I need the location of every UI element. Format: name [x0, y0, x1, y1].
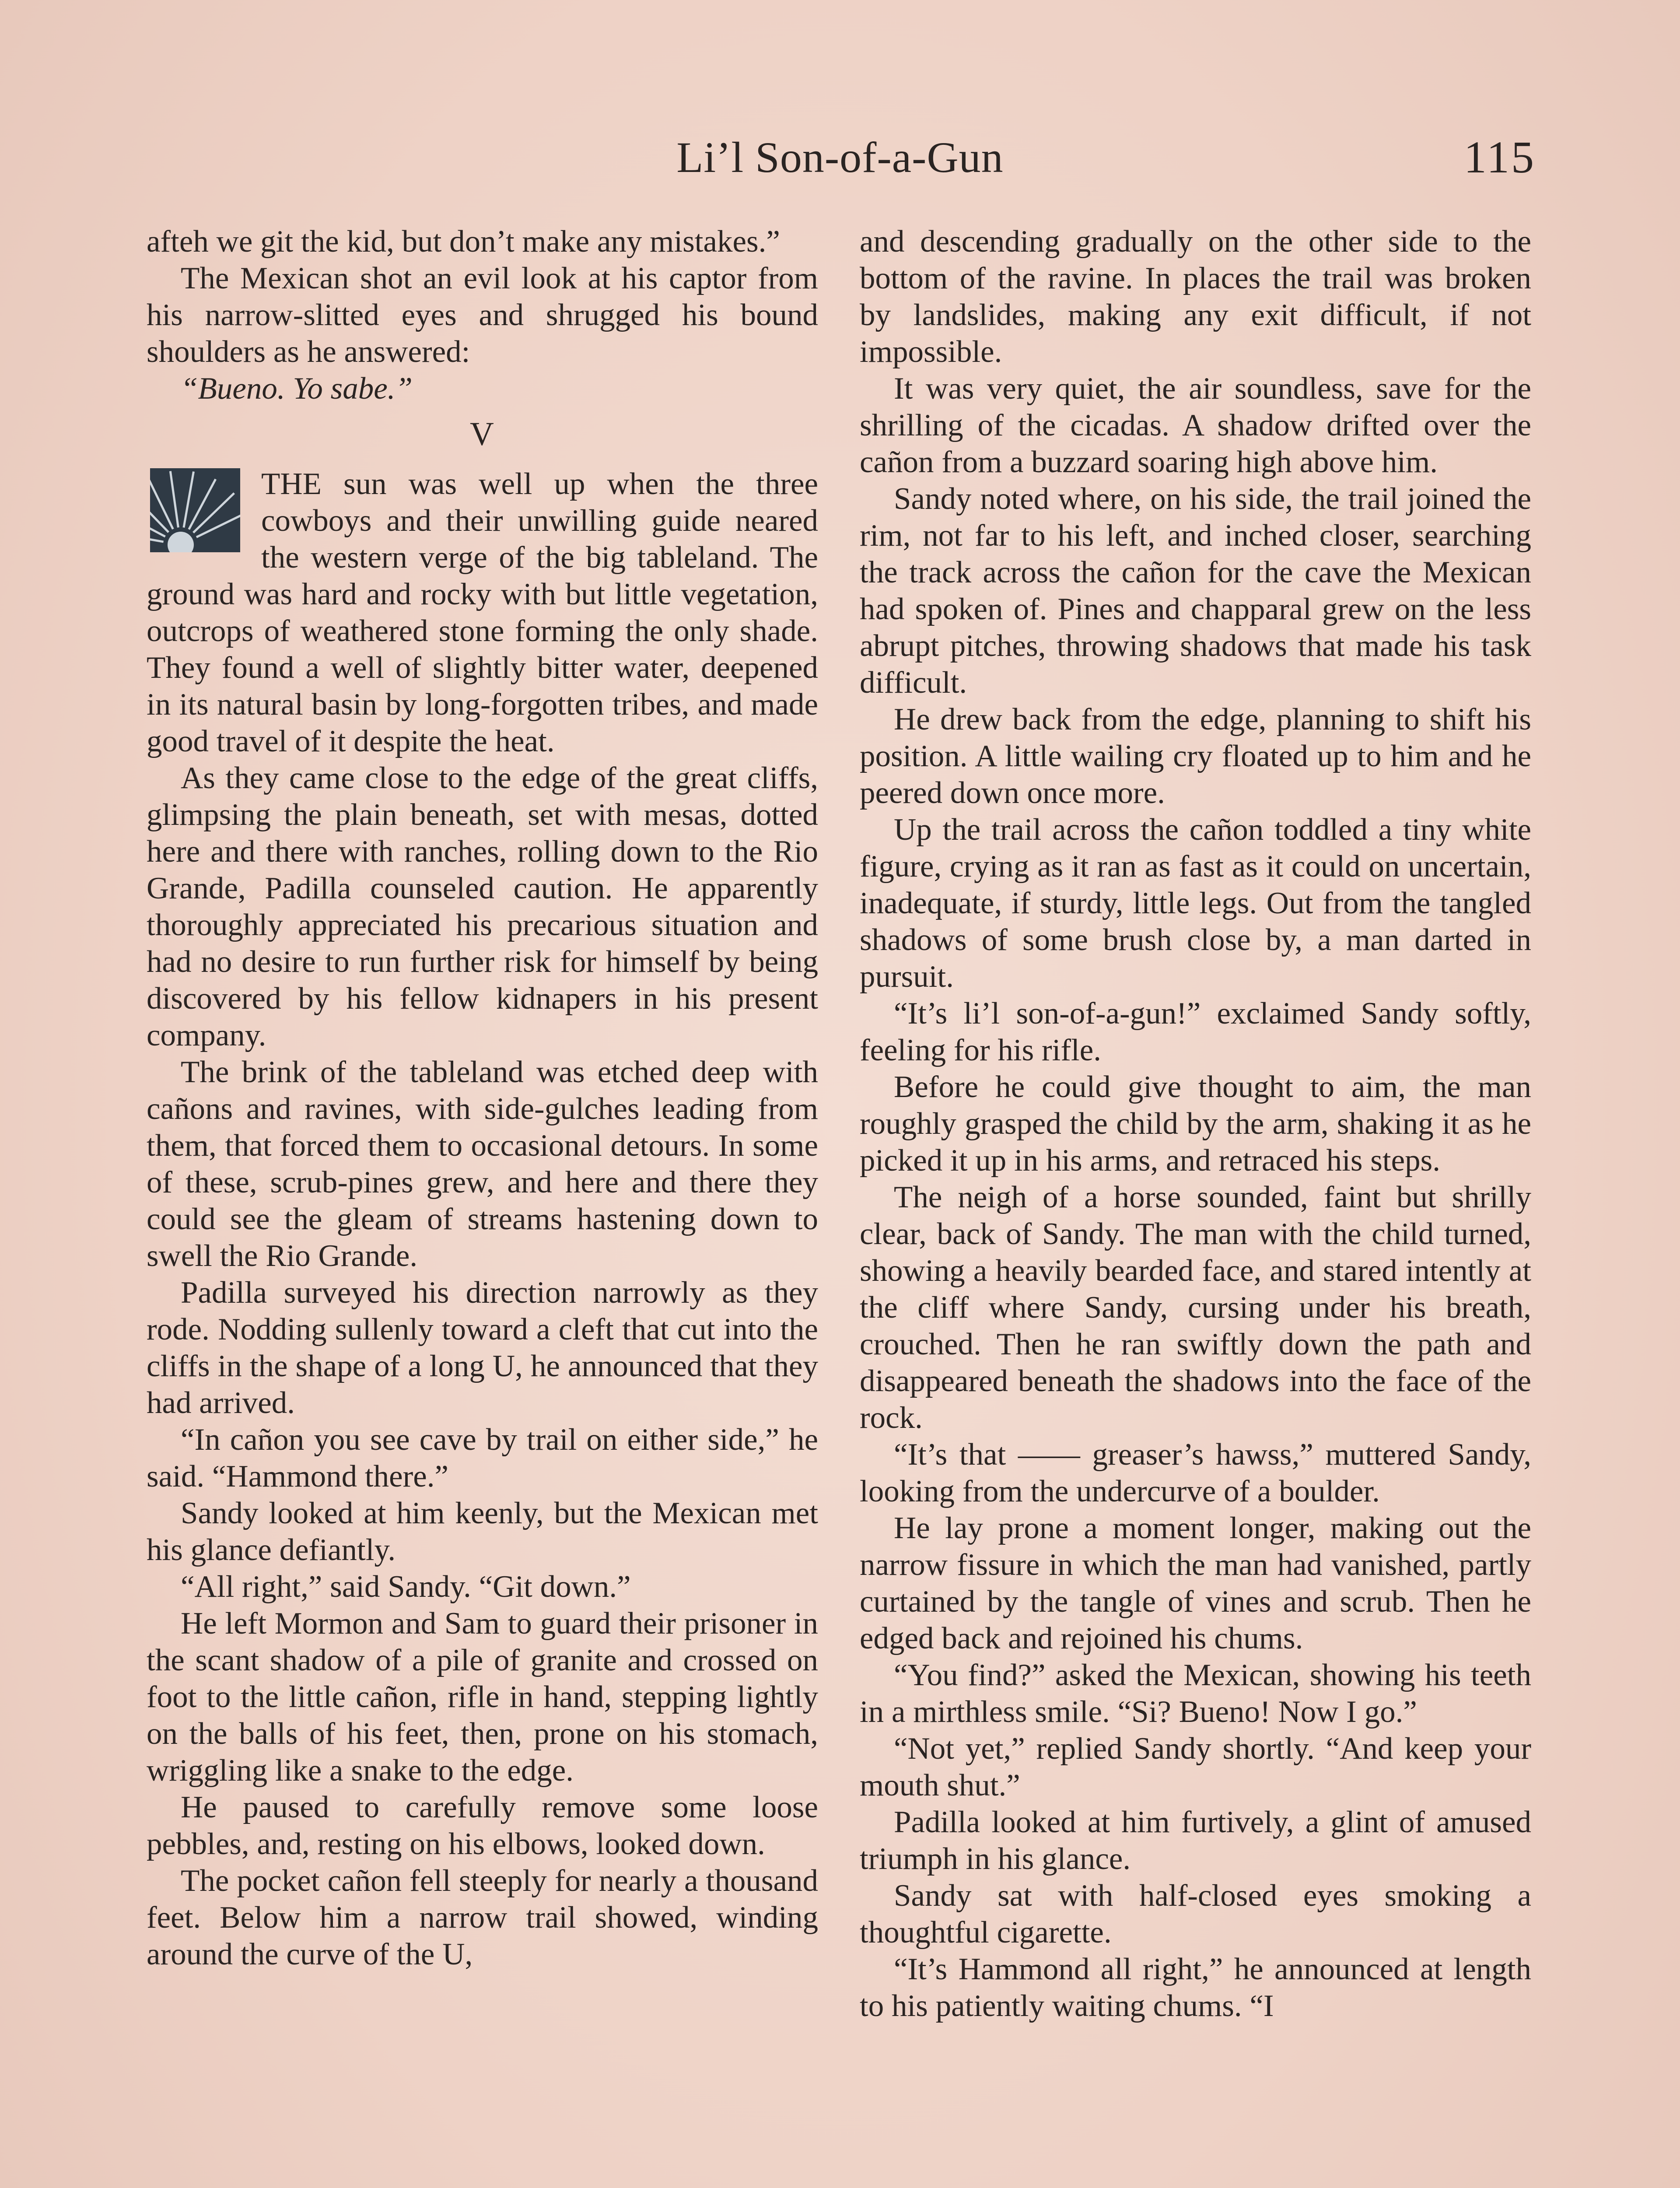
paragraph: He drew back from the edge, planning to shift his position. A little wailing cry floated up to him and he peered down once more.	[860, 702, 1531, 810]
paragraph: THE sun was well up when the three cowboys and their unwilling guide neared the western verge of the big tableland. The ground was hard and rocky with but little vegetation, outcrops of weathered stone forming the only shade. They found a well of slightly bitter water, deepened in its natural basin by long-forgotten tribes, and made good travel of it despite the heat.	[147, 466, 818, 760]
paragraph: Sandy noted where, on his side, the trail joined the rim, not far to his left, and inched closer, searching the track across the cañon for the cave the Mexican had spoken of. Pines and chapparal grew on the less abrupt pitches, throwing shadows that made his task difficult.	[860, 482, 1531, 700]
paragraph: The pocket cañon fell steeply for nearly a thousand feet. Below him a narrow trail showed, winding around the curve of the U,	[147, 1864, 818, 1971]
paragraph: The Mexican shot an evil look at his captor from his narrow-slitted eyes and shrugged his bound shoulders as he answered:	[147, 261, 818, 369]
paragraph: He paused to carefully remove some loose pebbles, and, resting on his elbows, looked down.	[147, 1790, 818, 1861]
paragraph: “You find?” asked the Mexican, showing his teeth in a mirthless smile. “Si? Bueno! Now I go.”	[860, 1658, 1531, 1729]
page-number: 115	[1463, 132, 1536, 182]
paragraph: “It’s li’l son-of-a-gun!” exclaimed Sandy softly, feeling for his rifle.	[860, 996, 1531, 1067]
paragraph: Padilla looked at him furtively, a glint of amused triumph in his glance.	[860, 1805, 1531, 1876]
paragraph: It was very quiet, the air soundless, save for the shrilling of the cicadas. A shadow drifted over the cañon from a buzzard soaring high above him.	[860, 372, 1531, 479]
paragraph: Sandy looked at him keenly, but the Mexican met his glance defiantly.	[147, 1496, 818, 1567]
paragraph: “It’s that —— greaser’s hawss,” muttered Sandy, looking from the undercurve of a boulder.	[860, 1438, 1531, 1508]
paragraph: “All right,” said Sandy. “Git down.”	[181, 1570, 631, 1604]
left-column	[147, 223, 818, 1973]
paragraph: “In cañon you see cave by trail on either side,” he said. “Hammond there.”	[147, 1423, 818, 1494]
paragraph: He left Mormon and Sam to guard their prisoner in the scant shadow of a pile of granite and crossed on foot to the little cañon, rifle in hand, stepping lightly on the balls of his feet, then, prone on his stomach, wriggling like a snake to the edge.	[147, 1606, 818, 1788]
page-header	[144, 129, 1536, 190]
paragraph: Up the trail across the cañon toddled a tiny white figure, crying as it ran as fast as it could on uncertain, inadequate, if sturdy, little legs. Out from the tangled shadows of some brush close by, a man darted in pursuit.	[860, 813, 1531, 994]
paragraph: Padilla surveyed his direction narrowly as they rode. Nodding sullenly toward a cleft that cut into the cliffs in the shape of a long U, he announced that they had arrived.	[147, 1276, 818, 1420]
paragraph: “It’s Hammond all right,” he announced at length to his patiently waiting chums. “I	[860, 1952, 1531, 2023]
paragraph: The brink of the tableland was etched deep with cañons and ravines, with side-gulches leading from them, that forced them to occasional detours. In some of these, scrub-pines grew, and here and there they could see the gleam of streams hastening down to swell the Rio Grande.	[147, 1055, 818, 1273]
sunburst-ornament-icon	[150, 468, 240, 552]
paragraph: Sandy sat with half-closed eyes smoking a thoughtful cigarette.	[860, 1879, 1531, 1950]
paragraph: He lay prone a moment longer, making out the narrow fissure in which the man had vanished, partly curtained by the tangle of vines and scrub. Then he edged back and rejoined his chums.	[860, 1511, 1531, 1655]
right-column	[860, 223, 1531, 2024]
paragraph: Before he could give thought to aim, the man roughly grasped the child by the arm, shaking it as he picked it up in his arms, and retraced his steps.	[860, 1070, 1531, 1178]
paragraph: “Bueno. Yo sabe.”	[181, 372, 413, 406]
paragraph: The neigh of a horse sounded, faint but shrilly clear, back of Sandy. The man with the child turned, showing a heavily bearded face, and stared intently at the cliff where Sandy, cursing under his breath, crouched. Then he ran swiftly down the path and disappeared beneath the shadows into the face of the rock.	[860, 1180, 1531, 1435]
section-heading: V	[470, 416, 495, 452]
running-title: Li’l Son-of-a-Gun	[676, 133, 1004, 182]
paragraph: afteh we git the kid, but don’t make any mistakes.”	[147, 224, 780, 259]
paragraph: As they came close to the edge of the great cliffs, glimpsing the plain beneath, set with mesas, dotted here and there with ranches, rolling down to the Rio Grande, Padilla counseled caution. He apparently thoroughly appreciated his precarious situation and had no desire to run further risk for himself by being discovered by his fellow kidnapers in his present company.	[147, 761, 818, 1052]
paragraph: “Not yet,” replied Sandy shortly. “And keep your mouth shut.”	[860, 1732, 1531, 1802]
paragraph: and descending gradually on the other side to the bottom of the ravine. In places the trail was broken by landslides, making any exit difficult, if not impossible.	[860, 224, 1531, 369]
